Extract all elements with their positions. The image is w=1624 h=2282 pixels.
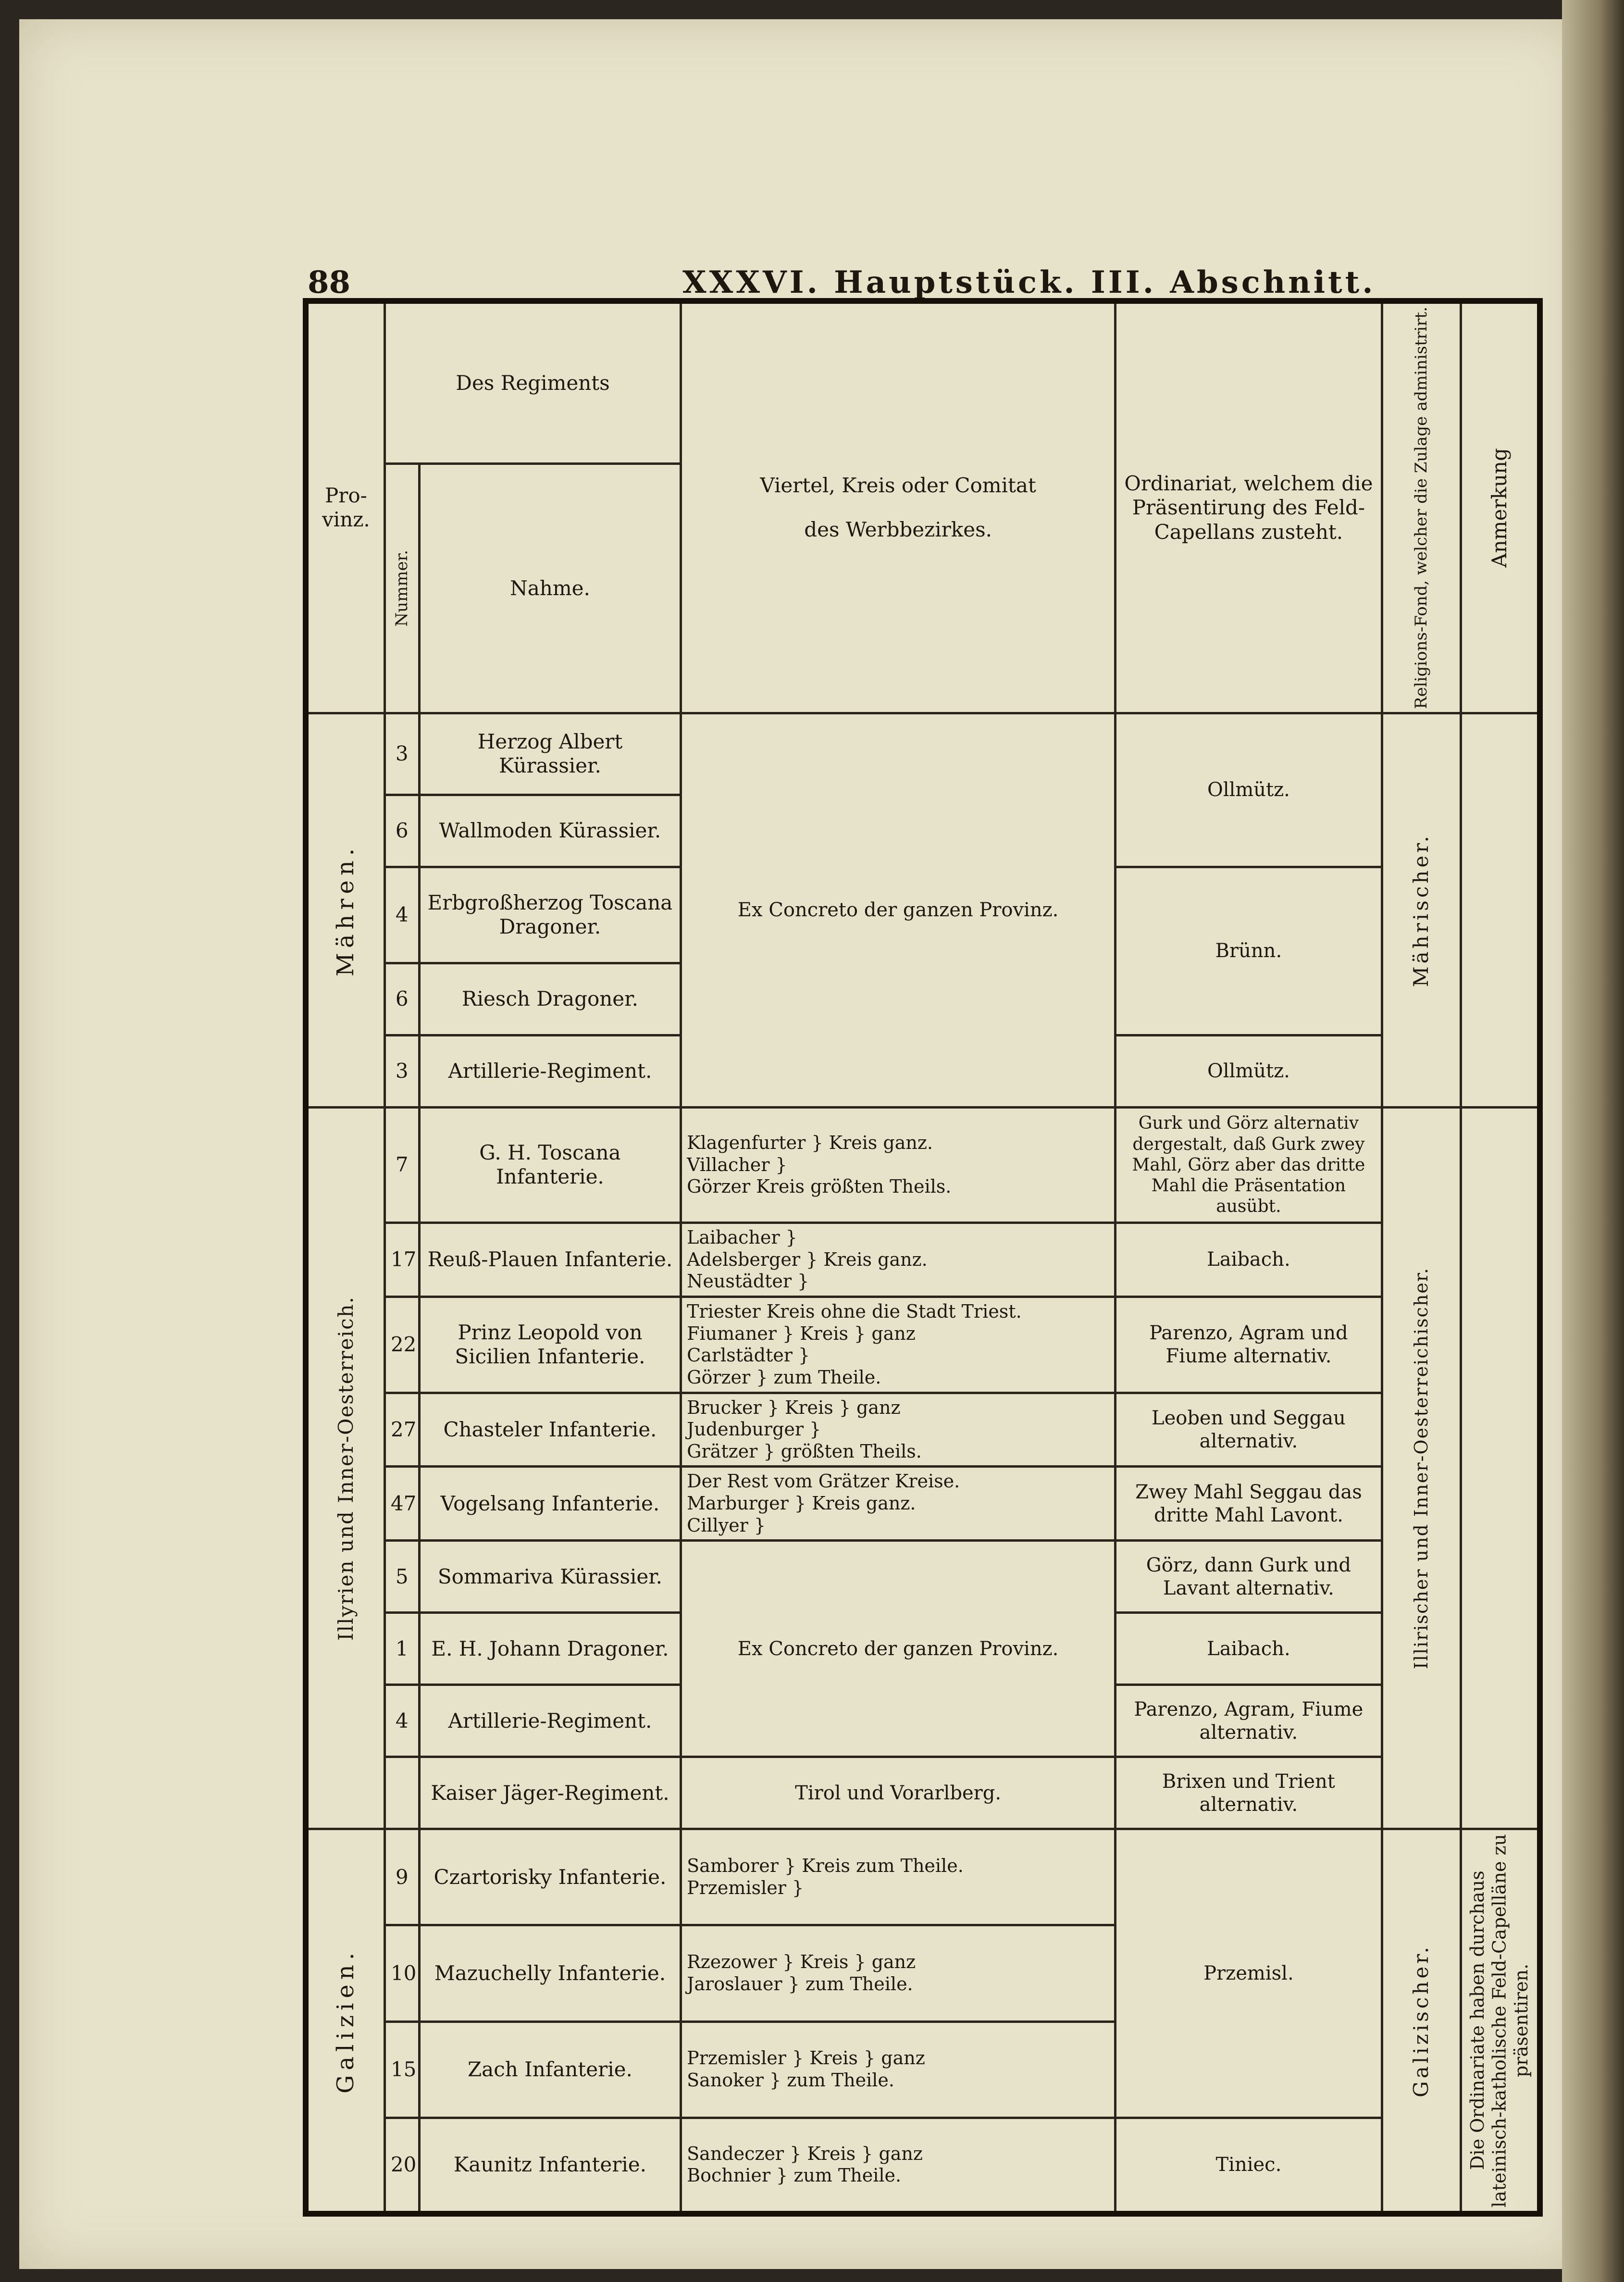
regiment-number: 47 xyxy=(384,1467,419,1541)
regiment-name: Erbgroßherzog Toscana Dragoner. xyxy=(419,867,681,963)
regiment-name: Herzog Albert Kürassier. xyxy=(419,713,681,795)
religion-fond-cell: Mährischer. xyxy=(1382,713,1461,1107)
header-anmerkung: Anmerkung xyxy=(1461,301,1540,713)
regiment-name: Vogelsang Infanterie. xyxy=(419,1467,681,1541)
regiment-number xyxy=(384,1757,419,1829)
kreis-cell: Sandeczer } Kreis } ganz Bochnier } zum Theile. xyxy=(681,2118,1116,2214)
regiment-name: G. H. Toscana Infanterie. xyxy=(419,1107,681,1222)
header-ordinariat: Ordinariat, welchem die Präsentirung des Feld-Capellans zusteht. xyxy=(1116,301,1382,713)
table-row xyxy=(306,713,1540,795)
page-number: 88 xyxy=(308,264,351,300)
header-nummer: Nummer. xyxy=(384,463,419,713)
table-row xyxy=(306,1829,1540,1925)
table-row xyxy=(306,1107,1540,1222)
ordinariat-cell: Parenzo, Agram und Fiume alternativ. xyxy=(1116,1297,1382,1393)
regiment-name: Reuß-Plauen Infanterie. xyxy=(419,1222,681,1297)
kreis-cell: Ex Concreto der ganzen Provinz. xyxy=(681,1541,1116,1757)
kreis-cell: Klagenfurter } Kreis ganz. Villacher } Görzer Kreis größten Theils. xyxy=(681,1107,1116,1222)
regiment-number: 5 xyxy=(384,1541,419,1613)
religion-fond-cell: Illirischer und Inner-Oesterreichischer. xyxy=(1382,1107,1461,1829)
header-kreis: Viertel, Kreis oder Comitat des Werbbezirkes. xyxy=(681,301,1116,713)
kreis-cell: Laibacher } Adelsberger } Kreis ganz. Neustädter } xyxy=(681,1222,1116,1297)
ordinariat-cell: Laibach. xyxy=(1116,1613,1382,1685)
anmerkung-cell: Die Ordinariate haben durchaus lateinisch-katholische Feld-Capelläne zu präsentiren. xyxy=(1461,1829,1540,2214)
header-provinz: Pro- vinz. xyxy=(306,301,384,713)
regiment-number: 10 xyxy=(384,1925,419,2021)
ordinariat-cell: Przemisl. xyxy=(1116,1829,1382,2118)
ordinariat-cell: Gurk und Görz alternativ dergestalt, daß Gurk zwey Mahl, Görz aber das dritte Mahl die Präsentation ausübt. xyxy=(1116,1107,1382,1222)
ordinariat-cell: Görz, dann Gurk und Lavant alternativ. xyxy=(1116,1541,1382,1613)
regiment-number: 3 xyxy=(384,1035,419,1107)
ordinariat-cell: Laibach. xyxy=(1116,1222,1382,1297)
regiment-name: Chasteler Infanterie. xyxy=(419,1393,681,1467)
regiment-name: Czartorisky Infanterie. xyxy=(419,1829,681,1925)
ordinariat-cell: Parenzo, Agram, Fiume alternativ. xyxy=(1116,1685,1382,1757)
ordinariat-cell: Zwey Mahl Seggau das dritte Mahl Lavont. xyxy=(1116,1467,1382,1541)
table-row xyxy=(306,1222,1540,1297)
regiment-name: Kaiser Jäger-Regiment. xyxy=(419,1757,681,1829)
regiment-number: 4 xyxy=(384,1685,419,1757)
table-row xyxy=(306,1541,1540,1613)
regiment-name: Artillerie-Regiment. xyxy=(419,1035,681,1107)
regiment-number: 22 xyxy=(384,1297,419,1393)
header-nahme: Nahme. xyxy=(419,463,681,713)
page-title: XXXVI. Hauptstück. III. Abschnitt. xyxy=(682,264,1376,300)
header-row-1 xyxy=(306,301,1540,463)
regiment-name: E. H. Johann Dragoner. xyxy=(419,1613,681,1685)
ordinariat-cell: Tiniec. xyxy=(1116,2118,1382,2214)
regiment-number: 4 xyxy=(384,867,419,963)
kreis-cell: Samborer } Kreis zum Theile. Przemisler } xyxy=(681,1829,1116,1925)
ordinariat-cell: Brünn. xyxy=(1116,867,1382,1035)
province-cell: Galizien. xyxy=(306,1829,384,2214)
kreis-cell: Rzezower } Kreis } ganz Jaroslauer } zum Theile. xyxy=(681,1925,1116,2021)
regiment-name: Mazuchelly Infanterie. xyxy=(419,1925,681,2021)
anmerkung-cell xyxy=(1461,713,1540,1107)
ordinariat-cell: Leoben und Seggau alternativ. xyxy=(1116,1393,1382,1467)
religion-fond-cell: Galizischer. xyxy=(1382,1829,1461,2214)
regiment-name: Sommariva Kürassier. xyxy=(419,1541,681,1613)
header-regiment: Des Regiments xyxy=(384,301,681,463)
regiment-name: Wallmoden Kürassier. xyxy=(419,795,681,867)
regiment-number: 27 xyxy=(384,1393,419,1467)
table-row xyxy=(306,1467,1540,1541)
kreis-cell: Der Rest vom Grätzer Kreise. Marburger } Kreis ganz. Cillyer } xyxy=(681,1467,1116,1541)
regiment-name: Artillerie-Regiment. xyxy=(419,1685,681,1757)
header-religion: Religions-Fond, welcher die Zulage administrirt. xyxy=(1382,301,1461,713)
regiment-name: Prinz Leopold von Sicilien Infanterie. xyxy=(419,1297,681,1393)
province-cell: Mähren. xyxy=(306,713,384,1107)
book-gutter xyxy=(1562,0,1624,2282)
anmerkung-cell xyxy=(1461,1107,1540,1829)
regiment-name: Zach Infanterie. xyxy=(419,2021,681,2118)
regiment-table xyxy=(303,298,1543,2217)
ordinariat-cell: Ollmütz. xyxy=(1116,713,1382,867)
regiment-number: 1 xyxy=(384,1613,419,1685)
table-row xyxy=(306,1757,1540,1829)
kreis-cell: Triester Kreis ohne die Stadt Triest. Fiumaner } Kreis } ganz Carlstädter } Görzer } zum Theile. xyxy=(681,1297,1116,1393)
regiment-number: 20 xyxy=(384,2118,419,2214)
ordinariat-cell: Brixen und Trient alternativ. xyxy=(1116,1757,1382,1829)
province-cell: Illyrien und Inner-Oesterreich. xyxy=(306,1107,384,1829)
regiment-name: Kaunitz Infanterie. xyxy=(419,2118,681,2214)
regiment-number: 6 xyxy=(384,795,419,867)
ordinariat-cell: Ollmütz. xyxy=(1116,1035,1382,1107)
table-row xyxy=(306,1297,1540,1393)
regiment-number: 17 xyxy=(384,1222,419,1297)
regiment-number: 6 xyxy=(384,963,419,1035)
regiment-number: 9 xyxy=(384,1829,419,1925)
kreis-cell: Tirol und Vorarlberg. xyxy=(681,1757,1116,1829)
regiment-name: Riesch Dragoner. xyxy=(419,963,681,1035)
kreis-cell: Przemisler } Kreis } ganz Sanoker } zum Theile. xyxy=(681,2021,1116,2118)
regiment-number: 15 xyxy=(384,2021,419,2118)
regiment-number: 7 xyxy=(384,1107,419,1222)
table-row xyxy=(306,1393,1540,1467)
kreis-cell: Ex Concreto der ganzen Provinz. xyxy=(681,713,1116,1107)
table-row xyxy=(306,2118,1540,2214)
regiment-number: 3 xyxy=(384,713,419,795)
kreis-cell: Brucker } Kreis } ganz Judenburger } Grätzer } größten Theils. xyxy=(681,1393,1116,1467)
